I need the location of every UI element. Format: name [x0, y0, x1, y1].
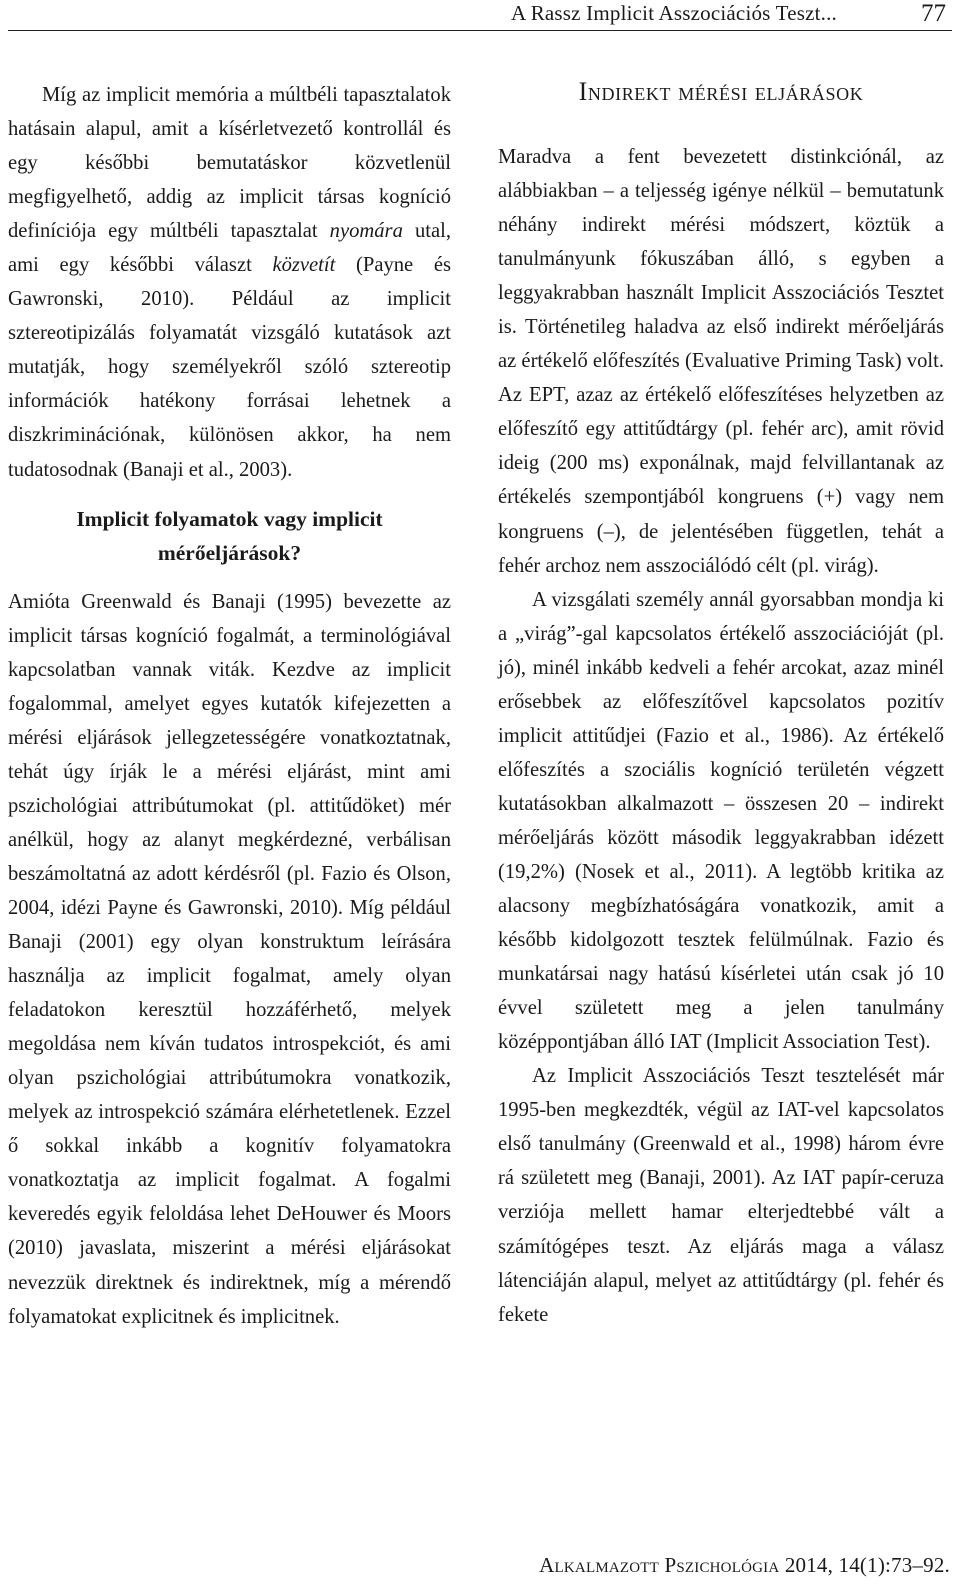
text-run: utal, ami egy későbbi választ [8, 220, 451, 277]
text-run: (Payne és Gawronski, 2010). Például az implicit sztereotipizálás folyamatát vizsgáló kutatások azt mutatják, hogy személyekről szóló sztereotip információk hatékony forrásai lehetnek a diszkriminációnak, különösen akkor, ha nem tudatosodnak (Banaji et al., 2003). [8, 254, 451, 481]
left-paragraph-1 [8, 78, 451, 487]
running-header [8, 0, 952, 31]
journal-citation: 2014, 14(1):73–92. [779, 1553, 950, 1577]
right-paragraph-3: Az Implicit Asszociációs Teszt tesztelését már 1995-ben megkezdték, végül az IAT-vel kapcsolatos első tanulmány (Greenwald et al., 1998) három évre rá született meg (Banaji, 2001). Az IAT papír-ceruza verziója mellett hamar elterjedtebbé vált a számítógépes teszt. Az eljárás maga a válasz látenciáján alapul, melyet az attitűdtárgy (pl. fehér és fekete [498, 1065, 944, 1326]
italic-term: nyomára [329, 220, 403, 243]
left-column [8, 78, 451, 1334]
left-paragraph-2: Amióta Greenwald és Banaji (1995) bevezette az implicit társas kogníció fogalmát, a terminológiával kapcsolatban vannak viták. Kezdve az implicit fogalommal, amelyet egyes kutatók kifejezetten a mérési eljárások jellegzetességére vonatkoztatnak, tehát úgy írják le a mérési eljárást, mint ami pszichológiai attribútumokat (pl. attitűdöket) mér anélkül, hogy az alanyt megkérdezné, verbálisan beszámoltatná az adott kérdésről (pl. Fazio és Olson, 2004, idézi Payne és Gawronski, 2010). Míg például Banaji (2001) egy olyan konstruktum leírására használja az implicit fogalmat, amely olyan feladatokon keresztül hozzáférhető, melyek megoldása nem kíván tudatos introspekciót, és ami olyan pszichológiai attribútumokra vonatkozik, melyek az introspekció számára elérhetetlenek. Ezzel ő sokkal inkább a kognitív folyamatokra vonatkoztatja az implicit fogalmat. A fogalmi keveredés egyik feloldása lehet DeHouwer és Moors (2010) javaslata, miszerint a mérési eljárásokat nevezzük direktnek és indirektnek, míg a mérendő folyamatokat explicitnek és implicitnek. [8, 590, 451, 1328]
page-number: 77 [921, 0, 946, 27]
journal-footer [539, 1553, 950, 1578]
subheading: Implicit folyamatok vagy implicit mérőeljárások? [76, 506, 383, 565]
journal-name: Alkalmazott Pszichológia [539, 1553, 780, 1577]
right-column [498, 75, 944, 1332]
running-title: A Rassz Implicit Asszociációs Teszt... [511, 1, 837, 25]
section-title: Indirekt mérési eljárások [578, 77, 864, 106]
right-paragraph-1: Maradva a fent bevezetett distinkciónál, az alábbiakban – a teljesség igénye nélkül – bemutatunk néhány indirekt mérési módszert, köztük a tanulmányunk fókuszában álló, s egyben a leggyakrabban használt Implicit Asszociációs Tesztet is. Történetileg haladva az első indirekt mérőeljárás az értékelő előfeszítés (Evaluative Priming Task) volt. Az EPT, azaz az értékelő előfeszítéses helyzetben az előfeszítő egy attitűdtárgy (pl. fehér arc), amit rövid ideig (200 ms) exponálnak, majd felvillantanak az értékelés szempontjából kongruens (+) vagy nem kongruens (–), de jelentésében független, tehát a fehér archoz nem asszociálódó célt (pl. virág). [498, 146, 944, 577]
right-paragraph-2: A vizsgálati személy annál gyorsabban mondja ki a „virág”-gal kapcsolatos értékelő asszociációját (pl. jó), minél inkább kedveli a fehér arcokat, azaz minél erősebbek az előfeszítővel kapcsolatos pozitív implicit attitűdjei (Fazio et al., 1986). Az értékelő előfeszítés a szociális kogníció területén végzett kutatásokban alkalmazott – összesen 20 – indirekt mérőeljárás között második leggyakrabban idézett (19,2%) (Nosek et al., 2011). A legtöbb kritika az alacsony megbízhatóságára vonatkozik, amit a később kidolgozott tesztek felülmúlnak. Fazio és munkatársai nagy hatású kísérletei után csak jó 10 évvel született meg a jelen tanulmány középpontjában álló IAT (Implicit Association Test). [498, 588, 944, 1054]
text-run: Míg az implicit memória a múltbéli tapasztalatok hatásain alapul, amit a kísérletvezető kontrollál és egy későbbi bemutatáskor közvetlenül megfigyelhető, addig az implicit társas kogníció definíciója egy múltbéli tapasztalat [8, 84, 451, 243]
italic-term: közvetít [272, 254, 336, 277]
